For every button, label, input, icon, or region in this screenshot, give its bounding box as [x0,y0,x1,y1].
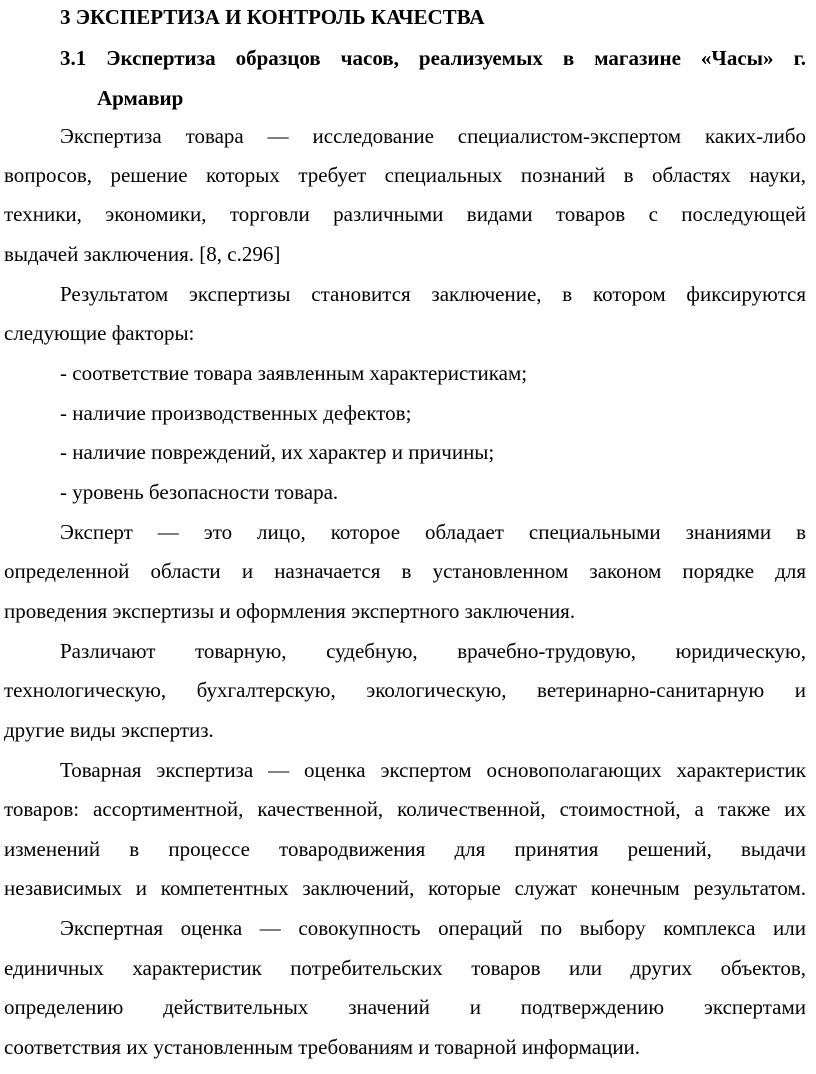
paragraph-line: другие виды экспертиз. [4,718,214,742]
paragraph-line: единичных характеристик потребительских товаров или других объектов, [4,956,806,980]
paragraph-line: Экспертиза товара — исследование специалистом-экспертом каких-либо [60,124,806,148]
list-item: - соответствие товара заявленным характеристикам; [60,361,528,385]
paragraph-line: соответствия их установленным требованиям и товарной информации. [4,1035,641,1059]
subsection-title: 3.1 Экспертиза образцов часов, реализуемых в магазине «Часы» г. [60,46,806,70]
paragraph-line: определенной области и назначается в установленном законом порядке для [4,559,806,583]
paragraph-line: техники, экономики, торговли различными видами товаров с последующей [4,202,806,226]
paragraph-line: определению действительных значений и подтверждению экспертами [4,995,806,1019]
paragraph-line: Товарная экспертиза — оценка экспертом основополагающих характеристик [60,758,806,782]
paragraph-line: проведения экспертизы и оформления экспертного заключения. [4,599,576,623]
list-item: - уровень безопасности товара. [60,480,339,504]
paragraph-line: Результатом экспертизы становится заключение, в котором фиксируются [60,282,806,306]
paragraph-line: независимых и компетентных заключений, которые служат конечным результатом. [4,876,806,900]
paragraph-line: Различают товарную, судебную, врачебно-трудовую, юридическую, [60,639,806,663]
paragraph-line: Экспертная оценка — совокупность операций по выбору комплекса или [60,916,806,940]
paragraph-line: Эксперт — это лицо, которое обладает специальными знаниями в [60,520,806,544]
paragraph-line: товаров: ассортиментной, качественной, количественной, стоимостной, а также их [4,797,806,821]
paragraph-line: вопросов, решение которых требует специальных познаний в областях науки, [4,163,806,187]
paragraph-line: выдачей заключения. [8, с.296] [4,242,281,266]
section-title: 3 ЭКСПЕРТИЗА И КОНТРОЛЬ КАЧЕСТВА [60,5,485,29]
paragraph-line: технологическую, бухгалтерскую, экологическую, ветеринарно-санитарную и [4,678,806,702]
subsection-title-continued: Армавир [97,86,184,110]
list-item: - наличие повреждений, их характер и причины; [60,440,495,464]
paragraph-line: изменений в процессе товародвижения для принятия решений, выдачи [4,837,806,861]
paragraph-line: следующие факторы: [4,321,195,345]
list-item: - наличие производственных дефектов; [60,401,412,425]
